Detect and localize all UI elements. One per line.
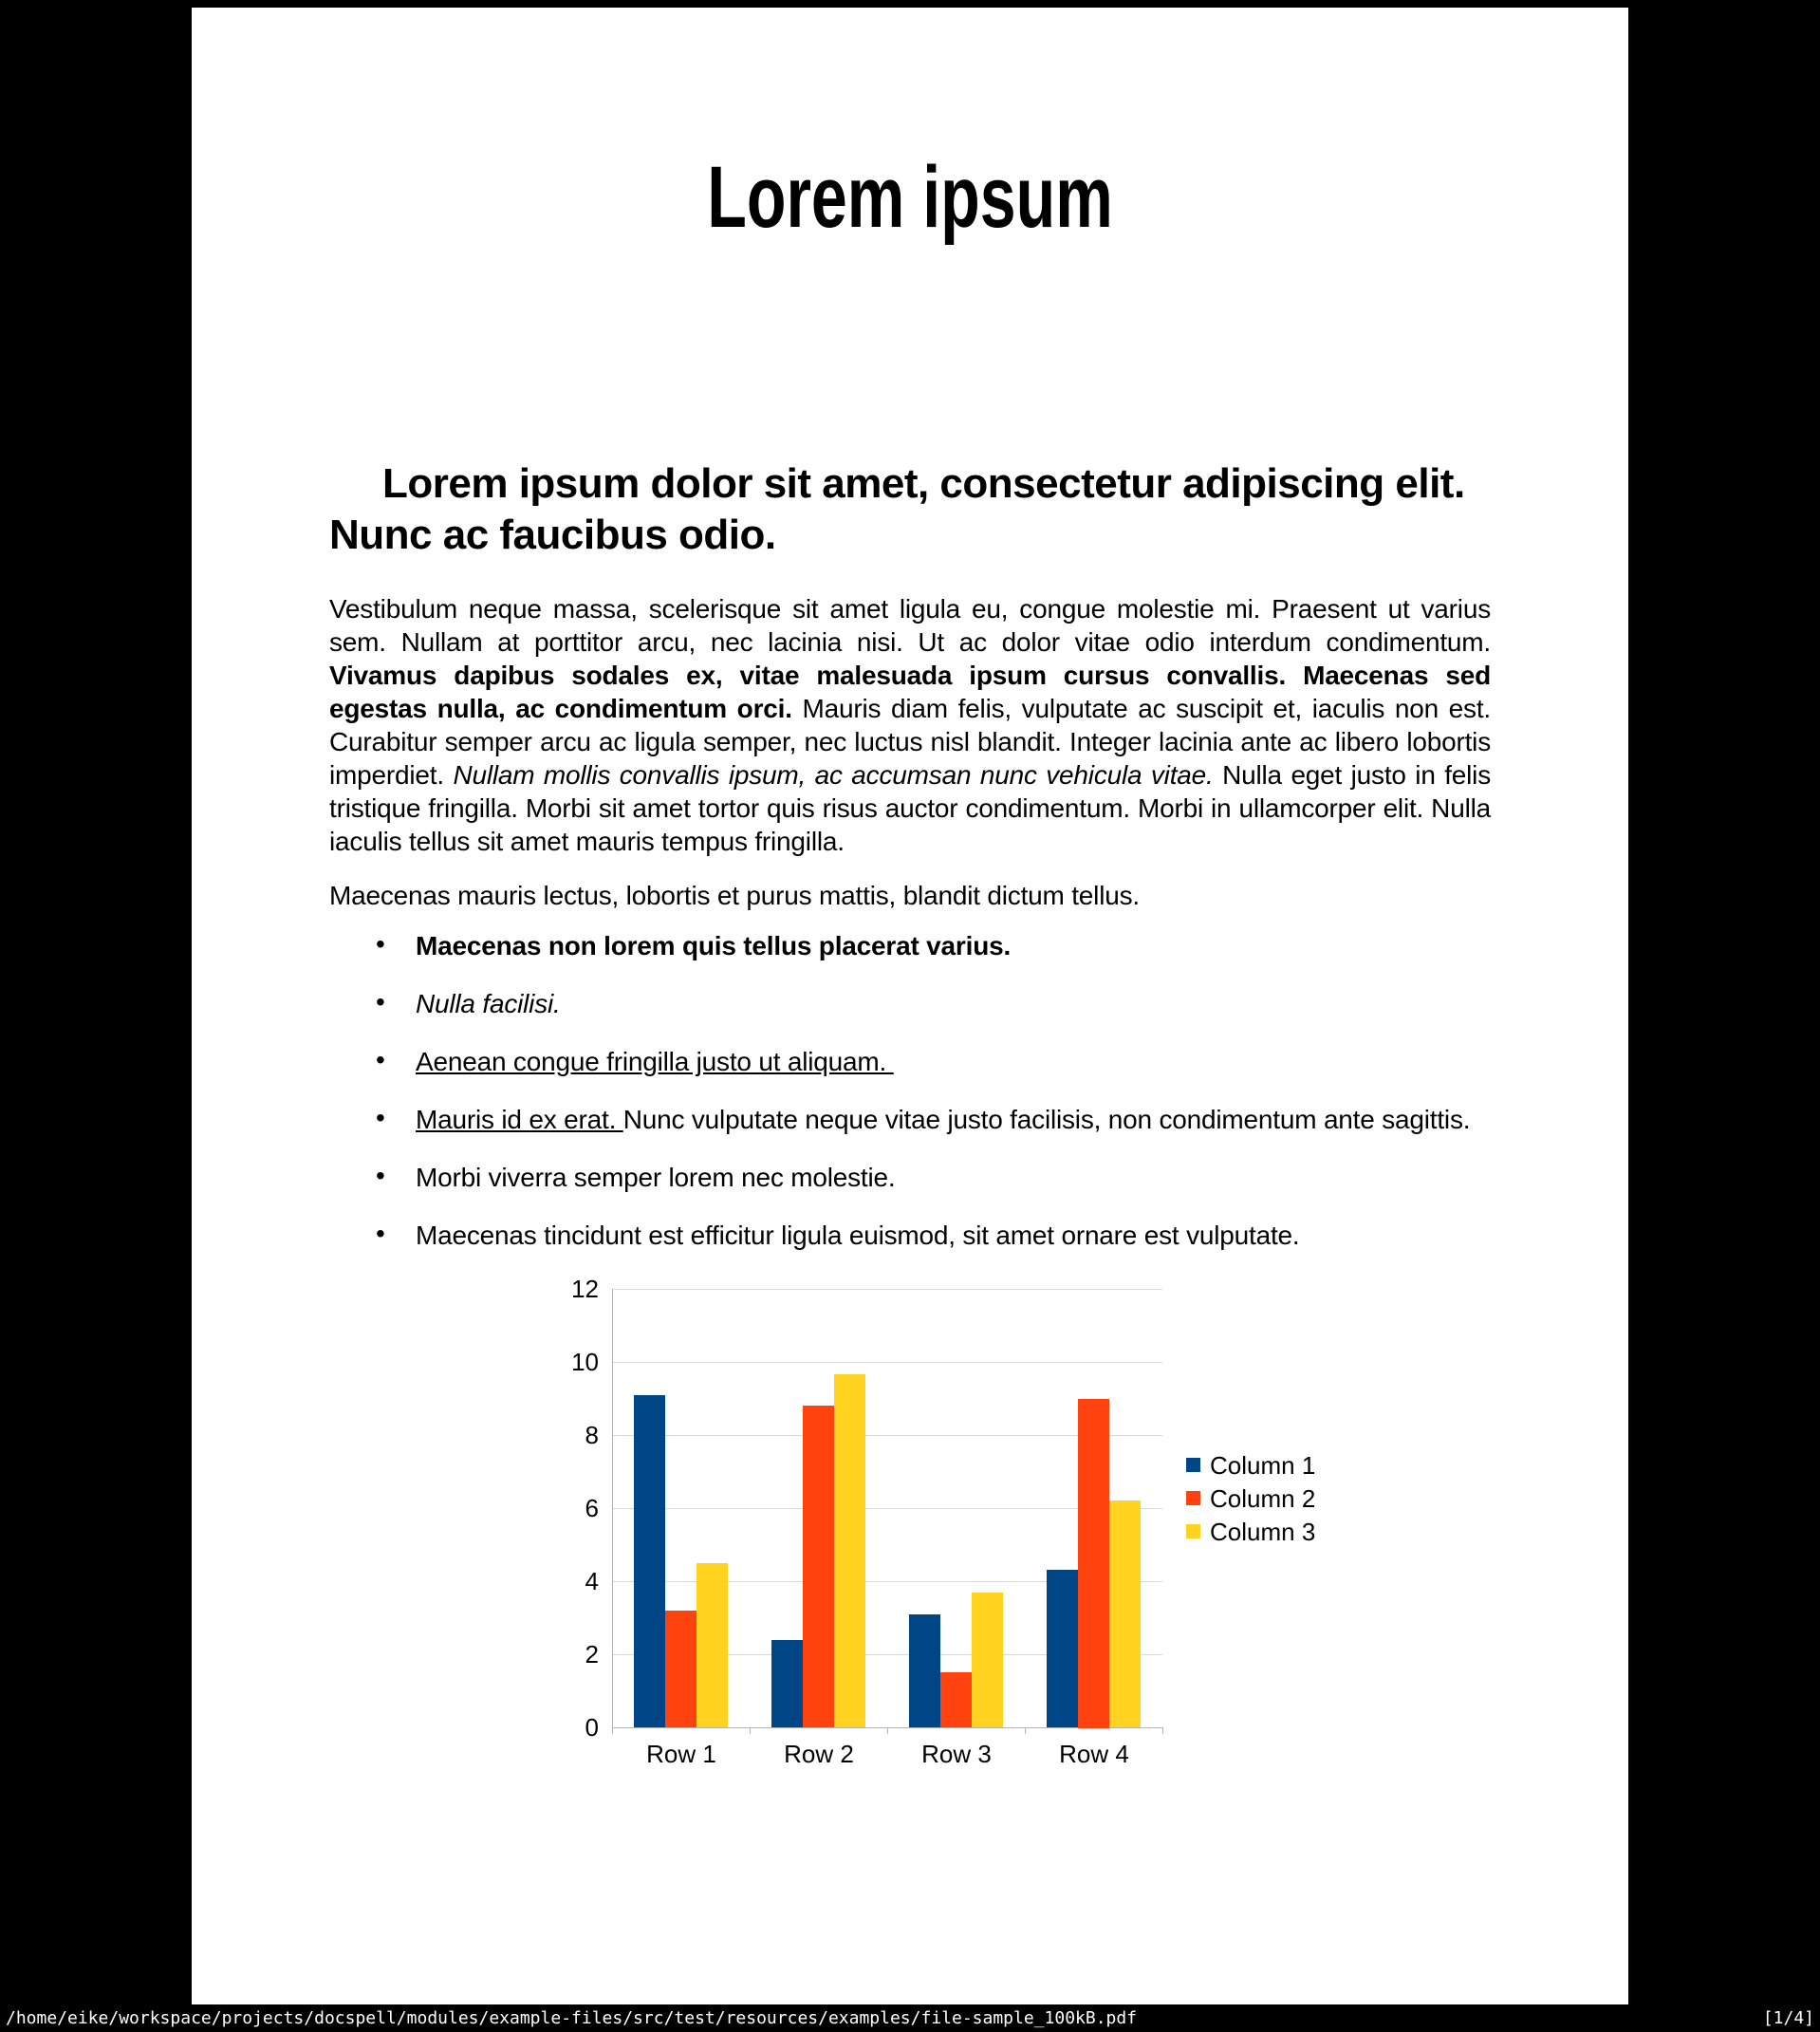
y-axis-tick-label: 6 bbox=[585, 1494, 599, 1522]
text-run: Nulla facilisi. bbox=[416, 989, 561, 1018]
bullet-marker: • bbox=[376, 1161, 385, 1190]
legend-entry bbox=[1186, 1482, 1315, 1515]
list-item bbox=[329, 1219, 1491, 1252]
bar-column-2 bbox=[665, 1611, 696, 1727]
x-axis-tick bbox=[1025, 1727, 1026, 1734]
x-axis-tick bbox=[887, 1727, 888, 1734]
bullet-marker: • bbox=[376, 1103, 385, 1132]
bar-chart bbox=[329, 1277, 1491, 1770]
legend-entry bbox=[1186, 1448, 1315, 1482]
bar-column-3 bbox=[696, 1563, 728, 1727]
bullet-marker: • bbox=[376, 1045, 385, 1074]
document-page[interactable] bbox=[192, 8, 1628, 2004]
bar-column-1 bbox=[1047, 1570, 1078, 1727]
x-axis-tick bbox=[612, 1727, 613, 1734]
legend-swatch bbox=[1186, 1458, 1200, 1472]
page-indicator: [1/4] bbox=[1762, 2008, 1814, 2028]
status-bar bbox=[0, 2004, 1820, 2032]
text-run: Nullam mollis convallis ipsum, ac accumsan nunc vehicula vitae. bbox=[453, 760, 1223, 790]
gridline bbox=[612, 1362, 1162, 1363]
list-item bbox=[329, 1103, 1491, 1136]
x-axis-category-label: Row 4 bbox=[1059, 1740, 1129, 1768]
list-item-text bbox=[416, 1163, 896, 1192]
x-axis-category-label: Row 2 bbox=[784, 1740, 854, 1768]
y-axis-line bbox=[612, 1289, 613, 1727]
text-run: Maecenas tincidunt est efficitur ligula euismod, sit amet ornare est vulputate. bbox=[416, 1221, 1300, 1250]
legend-label: Column 3 bbox=[1210, 1517, 1316, 1546]
bullet-marker: • bbox=[376, 1219, 385, 1248]
list-item bbox=[329, 929, 1491, 962]
bar-column-3 bbox=[834, 1374, 865, 1727]
list-item-text bbox=[416, 989, 561, 1018]
list-item-text bbox=[416, 931, 1011, 960]
file-path: /home/eike/workspace/projects/docspell/modules/example-files/src/test/resources/examples/file-sample_100kB.pdf bbox=[6, 2008, 1138, 2028]
x-axis-category-label: Row 3 bbox=[921, 1740, 992, 1768]
gridline bbox=[612, 1289, 1162, 1290]
bar-column-2 bbox=[803, 1406, 834, 1727]
text-run: Vivamus dapibus sodales ex, vitae malesuada ipsum cursus convallis. Maecenas sed egestas nulla, ac condimentum orci. bbox=[329, 661, 1491, 723]
y-axis-tick-label: 0 bbox=[585, 1713, 599, 1742]
bar-column-3 bbox=[1109, 1501, 1141, 1727]
paragraph-secondary: Maecenas mauris lectus, lobortis et purus mattis, blandit dictum tellus. bbox=[329, 881, 1140, 910]
chart-legend bbox=[1186, 1448, 1315, 1548]
y-axis-tick-label: 12 bbox=[571, 1275, 599, 1303]
x-axis-category-label: Row 1 bbox=[646, 1740, 716, 1768]
text-run: Maecenas non lorem quis tellus placerat varius. bbox=[416, 931, 1012, 960]
text-run: Mauris diam felis, vulputate ac suscipit et, iaculis non est. Curabitur semper arcu ac ligula semper, nec luctus nisl blandit. Integer lacinia ante ac libero lobortis imperdiet. bbox=[329, 694, 1492, 790]
legend-label: Column 1 bbox=[1210, 1450, 1316, 1480]
x-axis-tick bbox=[750, 1727, 751, 1734]
bullet-marker: • bbox=[376, 987, 385, 1016]
y-axis-tick-label: 2 bbox=[585, 1640, 599, 1668]
text-run: Mauris id ex erat. bbox=[416, 1105, 623, 1134]
list-item-text bbox=[416, 1047, 894, 1076]
bar-column-2 bbox=[1078, 1399, 1109, 1728]
text-run: Nunc vulputate neque vitae justo facilisis, non condimentum ante sagittis. bbox=[622, 1105, 1471, 1134]
y-axis-tick-label: 4 bbox=[585, 1567, 599, 1595]
bar-column-1 bbox=[634, 1395, 665, 1727]
legend-label: Column 2 bbox=[1210, 1483, 1316, 1513]
paragraph-main bbox=[329, 592, 1491, 858]
legend-swatch bbox=[1186, 1524, 1200, 1538]
document-title: Lorem ipsum bbox=[707, 149, 1113, 246]
bar-column-1 bbox=[909, 1614, 940, 1727]
list-item-text bbox=[416, 1105, 1470, 1134]
bar-column-1 bbox=[771, 1640, 803, 1727]
bullet-marker: • bbox=[376, 929, 385, 959]
y-axis-tick-label: 10 bbox=[571, 1348, 599, 1376]
bullet-list bbox=[329, 929, 1491, 1252]
list-item-text bbox=[416, 1221, 1300, 1250]
y-axis-tick-label: 8 bbox=[585, 1421, 599, 1449]
list-item bbox=[329, 987, 1491, 1020]
text-run: Nulla eget justo in felis tristique fringilla. Morbi sit amet tortor quis risus auctor condimentum. Morbi in ullamcorper elit. Nulla iaculis tellus sit amet mauris tempus fringilla. bbox=[329, 760, 1491, 856]
text-run: Morbi viverra semper lorem nec molestie. bbox=[416, 1163, 896, 1192]
legend-entry bbox=[1186, 1515, 1315, 1548]
text-run: Vestibulum neque massa, scelerisque sit amet ligula eu, congue molestie mi. Praesent ut varius sem. Nullam at porttitor arcu, nec lacinia nisi. Ut ac dolor vitae odio interdum condimentum. bbox=[329, 594, 1491, 657]
text-run: Aenean congue fringilla justo ut aliquam. bbox=[416, 1047, 894, 1076]
bar-column-2 bbox=[940, 1672, 972, 1727]
legend-swatch bbox=[1186, 1491, 1200, 1505]
list-item bbox=[329, 1045, 1491, 1078]
bar-column-3 bbox=[972, 1593, 1003, 1727]
list-item bbox=[329, 1161, 1491, 1194]
x-axis-tick bbox=[1162, 1727, 1163, 1734]
document-heading: Lorem ipsum dolor sit amet, consectetur adipiscing elit. Nunc ac faucibus odio. bbox=[329, 460, 1465, 558]
